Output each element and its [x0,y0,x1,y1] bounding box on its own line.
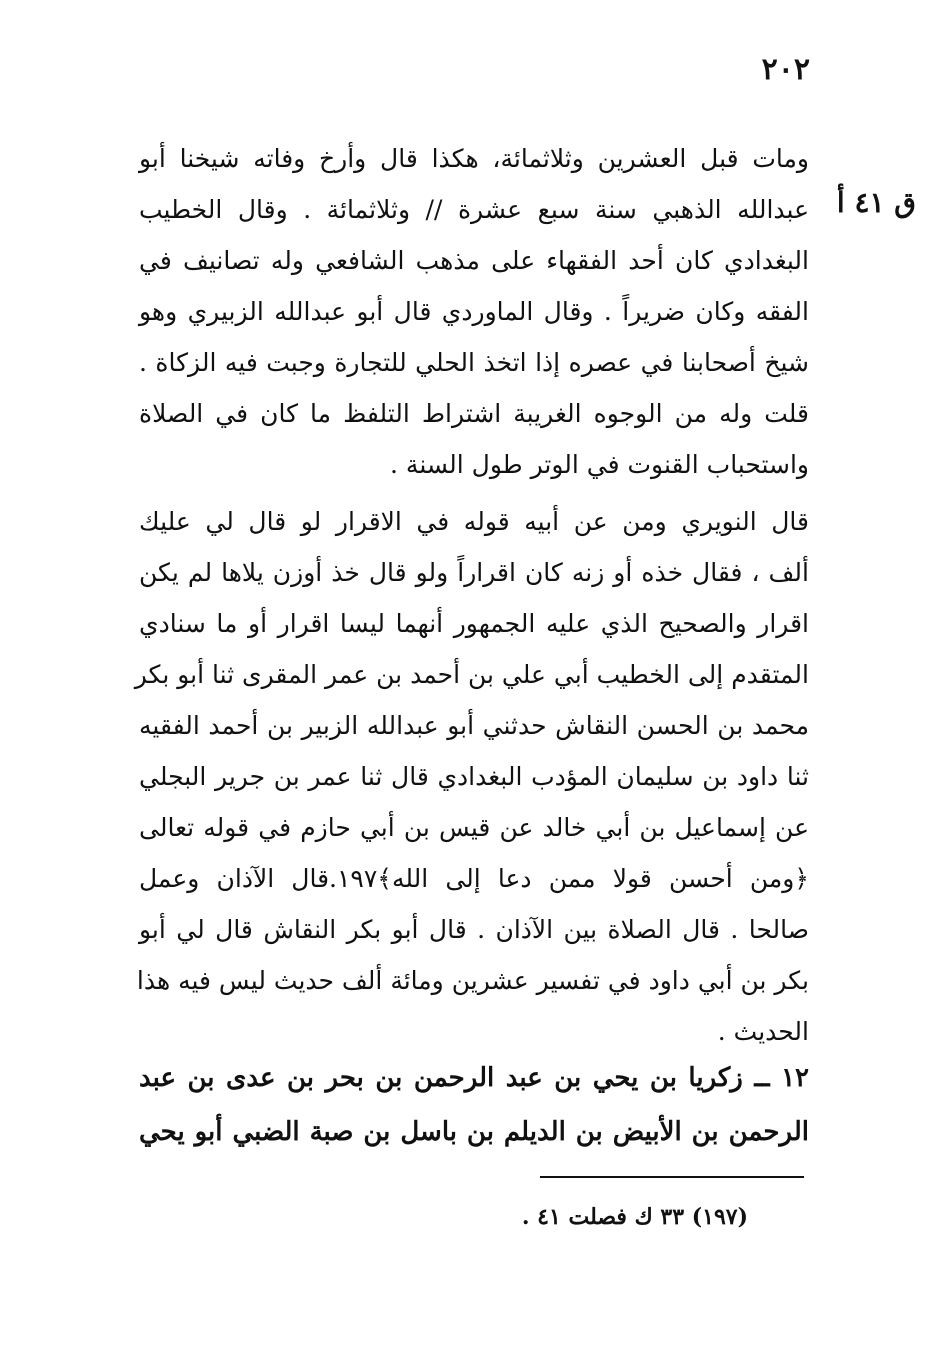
text-line: بكر بن أبي داود في تفسير عشرين ومائة ألف حديث ليس فيه هذا [136,966,809,995]
text-line: المتقدم إلى الخطيب أبي علي بن أحمد بن عمر المقرى ثنا أبو بكر [134,660,809,689]
text-line: صالحا . قال الصلاة بين الآذان . قال أبو بكر النقاش قال لي أبو [139,915,809,944]
text-line: قال النويري ومن عن أبيه قوله في الاقرار لو قال لي عليك [139,507,809,536]
paragraph-1 [139,133,809,490]
footnote: (١٩٧) ٣٣ ك فصلت ٤١ . [521,1204,748,1230]
entry-heading [139,1051,809,1159]
footnote-separator [540,1176,804,1178]
text-line: قلت وله من الوجوه الغريبة اشتراط التلفظ ما كان في الصلاة [139,399,809,428]
entry-heading-line: الرحمن بن الأبيض بن الديلم بن باسل بن صبة الضبي أبو يحي [139,1117,809,1147]
quran-verse-line: ﴿ومن أحسن قولا ممن دعا إلى الله﴾١٩٧.قال الآذان وعمل [139,864,810,893]
text-line: عبدالله الذهبي سنة سبع عشرة // وثلاثمائة . وقال الخطيب [139,195,809,224]
page-number: ٢٠٢ [761,52,810,87]
text-line: محمد بن الحسن النقاش حدثني أبو عبدالله الزبير بن أحمد الفقيه [139,711,809,740]
text-line: شيخ أصحابنا في عصره إذا اتخذ الحلي للتجارة وجبت فيه الزكاة . [139,348,809,377]
text-line: البغدادي كان أحد الفقهاء على مذهب الشافعي وله تصانيف في [139,246,809,275]
text-line: الحديث . [717,1017,809,1046]
paragraph-2 [134,496,810,1057]
text-line: عن إسماعيل بن أبي خالد عن قيس بن أبي حازم في قوله تعالى [139,813,809,842]
manuscript-folio-note: ق ٤١ أ [836,186,916,219]
text-line: ألف ، فقال خذه أو زنه كان اقراراً ولو قال خذ أوزن يلاها لم يكن [139,558,809,587]
text-line: ومات قبل العشرين وثلاثمائة، هكذا قال وأرخ وفاته شيخنا أبو [139,144,809,173]
text-line: الفقه وكان ضريراً . وقال الماوردي قال أبو عبدالله الزبيري وهو [139,297,809,326]
text-line: ثنا داود بن سليمان المؤدب البغدادي قال ثنا عمر بن جرير البجلي [139,762,809,791]
text-line: اقرار والصحيح الذي عليه الجمهور أنهما ليسا اقرار أو ما سنادي [139,609,809,638]
text-line: واستحباب القنوت في الوتر طول السنة . [390,450,809,479]
entry-heading-line: ١٢ ــ زكريا بن يحي بن عبد الرحمن بن بحر بن عدى بن عبد [139,1063,809,1093]
